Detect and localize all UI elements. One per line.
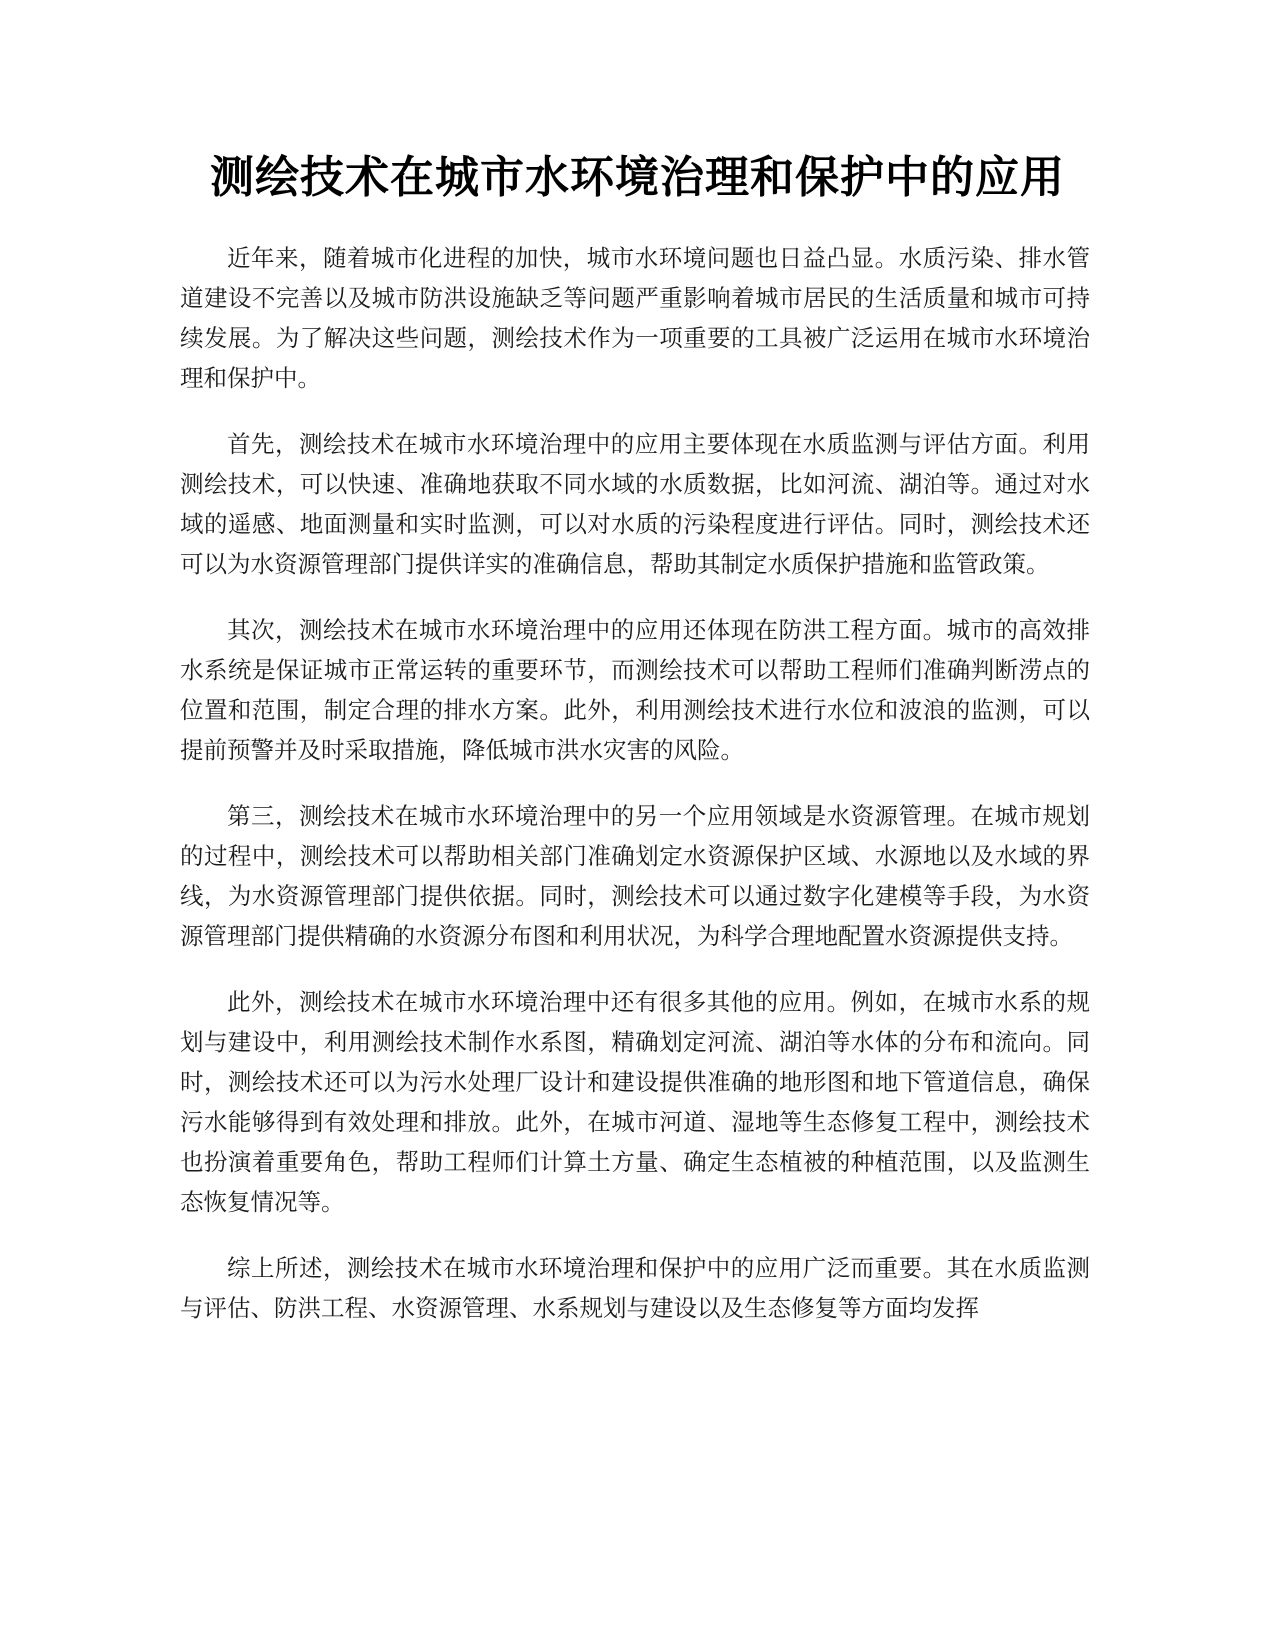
paragraph-intro: 近年来，随着城市化进程的加快，城市水环境问题也日益凸显。水质污染、排水管道建设不完善以及城市防洪设施缺乏等问题严重影响着城市居民的生活质量和城市可持续发展。为了解决这些问题，测绘技术作为一项重要的工具被广泛运用在城市水环境治理和保护中。 xyxy=(180,244,1090,392)
document-title: 测绘技术在城市水环境治理和保护中的应用 xyxy=(210,152,1065,203)
paragraph-summary: 综上所述，测绘技术在城市水环境治理和保护中的应用广泛而重要。其在水质监测与评估、防洪工程、水资源管理、水系规划与建设以及生态修复等方面均发挥 xyxy=(180,1254,1090,1322)
paragraph-water-resources: 第三，测绘技术在城市水环境治理中的另一个应用领域是水资源管理。在城市规划的过程中，测绘技术可以帮助相关部门准确划定水资源保护区域、水源地以及水域的界线，为水资源管理部门提供依据。同时，测绘技术可以通过数字化建模等手段，为水资源管理部门提供精确的水资源分布图和利用状况，为科学合理地配置水资源提供支持。 xyxy=(180,802,1090,950)
document-body xyxy=(180,238,1090,1354)
paragraph-water-quality: 首先，测绘技术在城市水环境治理中的应用主要体现在水质监测与评估方面。利用测绘技术，可以快速、准确地获取不同水域的水质数据，比如河流、湖泊等。通过对水域的遥感、地面测量和实时监测，可以对水质的污染程度进行评估。同时，测绘技术还可以为水资源管理部门提供详实的准确信息，帮助其制定水质保护措施和监管政策。 xyxy=(180,430,1090,578)
paragraph-flood-control: 其次，测绘技术在城市水环境治理中的应用还体现在防洪工程方面。城市的高效排水系统是保证城市正常运转的重要环节，而测绘技术可以帮助工程师们准确判断涝点的位置和范围，制定合理的排水方案。此外，利用测绘技术进行水位和波浪的监测，可以提前预警并及时采取措施，降低城市洪水灾害的风险。 xyxy=(180,616,1090,764)
paragraph-other-applications: 此外，测绘技术在城市水环境治理中还有很多其他的应用。例如，在城市水系的规划与建设中，利用测绘技术制作水系图，精确划定河流、湖泊等水体的分布和流向。同时，测绘技术还可以为污水处理厂设计和建设提供准确的地形图和地下管道信息，确保污水能够得到有效处理和排放。此外，在城市河道、湿地等生态修复工程中，测绘技术也扮演着重要角色，帮助工程师们计算土方量、确定生态植被的种植范围，以及监测生态恢复情况等。 xyxy=(180,988,1090,1216)
